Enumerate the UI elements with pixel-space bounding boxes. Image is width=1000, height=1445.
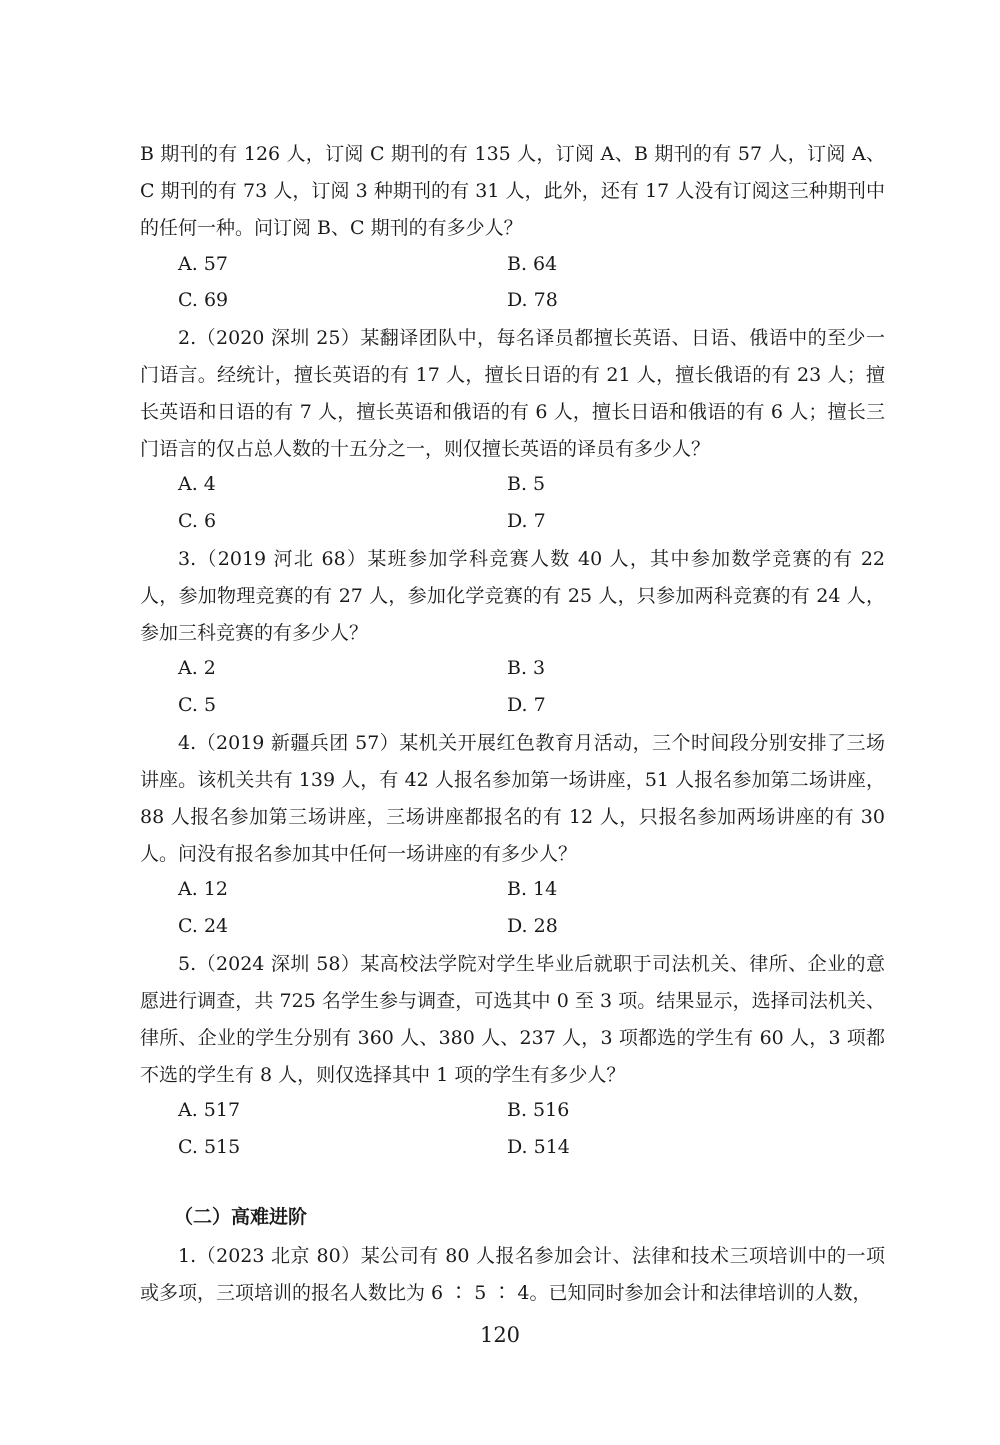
question-1-option-a: A. 57	[178, 253, 228, 275]
question-4-option-a: A. 12	[178, 878, 228, 900]
question-2-stem: 2.（2020 深圳 25）某翻译团队中，每名译员都擅长英语、日语、俄语中的至少一门语言。经统计，擅长英语的有 17 人，擅长日语的有 21 人，擅长俄语的有 23 人；擅长英语和日语的有 7 人，擅长英语和俄语的有 6 人，擅长日语和俄语的有 6 人；擅长三门语言的仅占总人数的十五分之一，则仅擅长英语的译员有多少人？	[140, 327, 885, 460]
question-5-option-b: B. 516	[507, 1099, 570, 1121]
question-5-stem: 5.（2024 深圳 58）某高校法学院对学生毕业后就职于司法机关、律所、企业的意愿进行调查，共 725 名学生参与调查，可选其中 0 至 3 项。结果显示，选择司法机关、律所、企业的学生分别有 360 人、380 人、237 人，3 项都选的学生有 60 人，3 项都不选的学生有 8 人，则仅选择其中 1 项的学生有多少人？	[140, 953, 885, 1086]
question-1-option-b: B. 64	[507, 253, 558, 275]
section-heading: （二）高难进阶	[174, 1206, 308, 1228]
question-4-option-c: C. 24	[178, 915, 229, 937]
question-3-stem: 3.（2019 河北 68）某班参加学科竞赛人数 40 人，其中参加数学竞赛的有 22 人，参加物理竞赛的有 27 人，参加化学竞赛的有 25 人，只参加两科竞赛的有 24 人，参加三科竞赛的有多少人？	[140, 548, 885, 644]
question-5-option-d: D. 514	[507, 1136, 570, 1158]
question-1-continuation: B 期刊的有 126 人，订阅 C 期刊的有 135 人，订阅 A、B 期刊的有 57 人，订阅 A、C 期刊的有 73 人，订阅 3 种期刊的有 31 人，此外，还有 17 人没有订阅这三种期刊中的任何一种。问订阅 B、C 期刊的有多少人？	[140, 143, 885, 239]
question-3-option-c: C. 5	[178, 694, 217, 716]
question-5-option-a: A. 517	[178, 1099, 241, 1121]
question-2-option-d: D. 7	[507, 510, 546, 532]
question-3-option-a: A. 2	[178, 657, 216, 679]
question-5-option-c: C. 515	[178, 1136, 241, 1158]
question-2-option-b: B. 5	[507, 473, 546, 495]
question-4-option-b: B. 14	[507, 878, 558, 900]
question-4-option-d: D. 28	[507, 915, 558, 937]
question-4-stem: 4.（2019 新疆兵团 57）某机关开展红色教育月活动，三个时间段分别安排了三场讲座。该机关共有 139 人，有 42 人报名参加第一场讲座，51 人报名参加第二场讲座，88 人报名参加第三场讲座，三场讲座都报名的有 12 人，只报名参加两场讲座的有 30 人。问没有报名参加其中任何一场讲座的有多少人？	[140, 732, 885, 865]
question-2-option-c: C. 6	[178, 510, 217, 532]
question-2-option-a: A. 4	[178, 473, 216, 495]
page-number: 120	[479, 1323, 521, 1347]
question-1-option-c: C. 69	[178, 289, 229, 311]
advanced-question-1-stem: 1.（2023 北京 80）某公司有 80 人报名参加会计、法律和技术三项培训中的一项或多项，三项培训的报名人数比为 6 ∶ 5 ∶ 4。已知同时参加会计和法律培训的人数，	[140, 1245, 885, 1304]
question-1-option-d: D. 78	[507, 289, 558, 311]
question-3-option-d: D. 7	[507, 694, 546, 716]
question-3-option-b: B. 3	[507, 657, 546, 679]
